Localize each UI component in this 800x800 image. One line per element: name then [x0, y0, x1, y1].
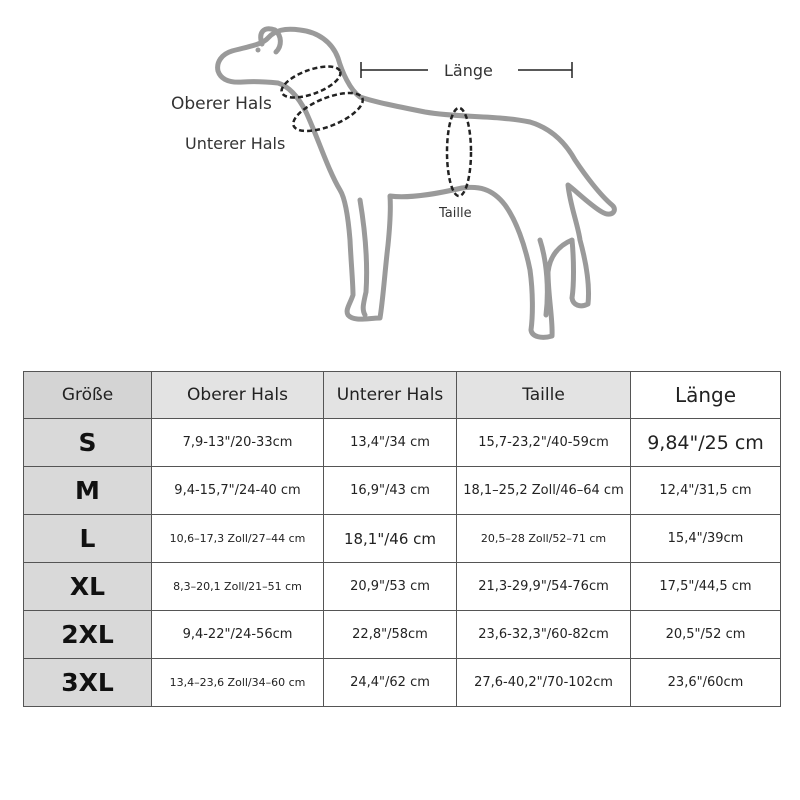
- upper-neck-ring: [278, 60, 344, 104]
- size-chart-table: [23, 371, 781, 707]
- waist-cell: 15,7-23,2"/40-59cm: [457, 419, 631, 467]
- size-cell: 2XL: [24, 611, 152, 659]
- table-row: [24, 515, 781, 563]
- upper-neck-cell: 13,4–23,6 Zoll/34–60 cm: [152, 659, 324, 707]
- length-cell: 23,6"/60cm: [631, 659, 781, 707]
- dog-measurement-diagram: [0, 0, 800, 360]
- upper-neck-cell: 7,9-13"/20-33cm: [152, 419, 324, 467]
- size-cell: L: [24, 515, 152, 563]
- upper-neck-cell: 9,4-22"/24-56cm: [152, 611, 324, 659]
- upper-neck-label: Oberer Hals: [171, 94, 272, 114]
- size-cell: 3XL: [24, 659, 152, 707]
- table-header-row: [24, 372, 781, 419]
- dog-illustration: [0, 0, 800, 360]
- length-cell: 17,5"/44,5 cm: [631, 563, 781, 611]
- lower-neck-cell: 16,9"/43 cm: [324, 467, 457, 515]
- waist-ring: [447, 108, 471, 196]
- length-cell: 12,4"/31,5 cm: [631, 467, 781, 515]
- length-cell: 9,84"/25 cm: [631, 419, 781, 467]
- dog-rear-leg-inner: [540, 240, 547, 315]
- lower-neck-cell: 24,4"/62 cm: [324, 659, 457, 707]
- header-length: Länge: [631, 372, 781, 419]
- dog-front-leg-inner: [360, 200, 367, 315]
- header-size: Größe: [24, 372, 152, 419]
- lower-neck-cell: 18,1"/46 cm: [324, 515, 457, 563]
- length-cell: 20,5"/52 cm: [631, 611, 781, 659]
- table-row: [24, 659, 781, 707]
- header-upper-neck: Oberer Hals: [152, 372, 324, 419]
- header-lower-neck: Unterer Hals: [324, 372, 457, 419]
- size-cell: S: [24, 419, 152, 467]
- dog-eye: [256, 48, 261, 53]
- lower-neck-cell: 13,4"/34 cm: [324, 419, 457, 467]
- header-waist: Taille: [457, 372, 631, 419]
- table-row: [24, 467, 781, 515]
- table-row: [24, 611, 781, 659]
- table-row: [24, 563, 781, 611]
- upper-neck-cell: 10,6–17,3 Zoll/27–44 cm: [152, 515, 324, 563]
- length-cell: 15,4"/39cm: [631, 515, 781, 563]
- waist-cell: 23,6-32,3"/60-82cm: [457, 611, 631, 659]
- waist-cell: 27,6-40,2"/70-102cm: [457, 659, 631, 707]
- upper-neck-cell: 8,3–20,1 Zoll/21–51 cm: [152, 563, 324, 611]
- size-cell: XL: [24, 563, 152, 611]
- waist-cell: 18,1–25,2 Zoll/46–64 cm: [457, 467, 631, 515]
- upper-neck-cell: 9,4-15,7"/24-40 cm: [152, 467, 324, 515]
- waist-label: Taille: [439, 206, 472, 221]
- lower-neck-cell: 20,9"/53 cm: [324, 563, 457, 611]
- lower-neck-cell: 22,8"/58cm: [324, 611, 457, 659]
- size-cell: M: [24, 467, 152, 515]
- waist-cell: 21,3-29,9"/54-76cm: [457, 563, 631, 611]
- dog-body-outline: [218, 29, 615, 337]
- lower-neck-label: Unterer Hals: [185, 134, 286, 153]
- table-row: [24, 419, 781, 467]
- waist-cell: 20,5–28 Zoll/52–71 cm: [457, 515, 631, 563]
- length-label: Länge: [444, 61, 493, 80]
